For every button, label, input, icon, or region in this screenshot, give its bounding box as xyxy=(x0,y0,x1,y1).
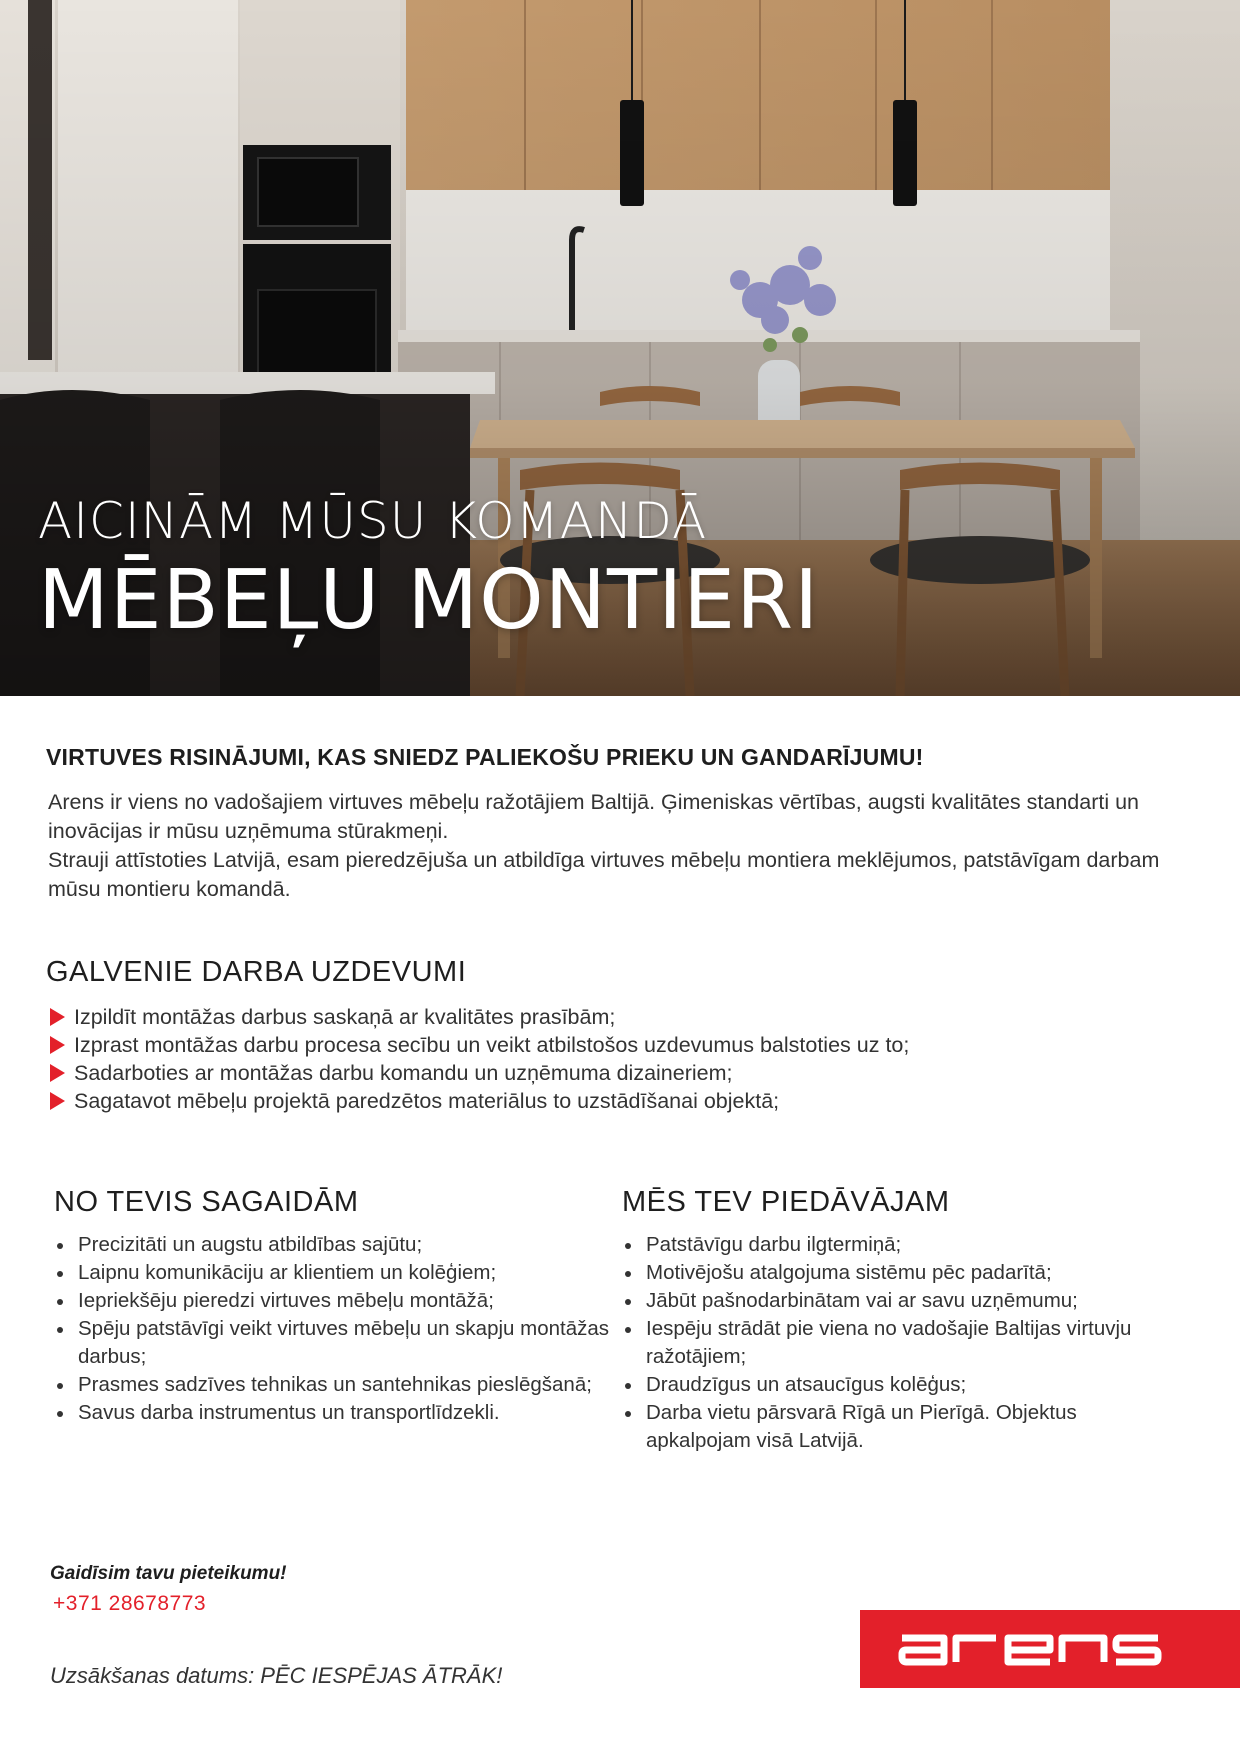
intro-paragraph-1: Arens ir viens no vadošajiem virtuves mēbeļu ražotājiem Baltijā. Ģimeniskas vērtības, augsti kvalitātes standarti un inovācijas ir mūsu uzņēmuma stūrakmeņi. xyxy=(48,790,1140,843)
red-triangle-bullet-icon xyxy=(50,1036,65,1054)
expectations-list xyxy=(54,1231,614,1427)
hero-title: MĒBEĻU MONTIERI xyxy=(38,553,820,648)
red-triangle-bullet-icon xyxy=(50,1092,65,1110)
task-text: Izprast montāžas darbu procesa secību un veikt atbilstošos uzdevumus balstoties uz to; xyxy=(74,1033,910,1057)
task-text: Sadarboties ar montāžas darbu komandu un uzņēmuma dizaineriem; xyxy=(74,1061,733,1085)
task-item xyxy=(46,1031,909,1059)
tasks-list xyxy=(46,1003,909,1115)
task-item xyxy=(46,1003,909,1031)
hero-kicker: AICINĀM MŪSU KOMANDĀ xyxy=(38,492,708,550)
offer-item: Darba vietu pārsvarā Rīgā un Pierīgā. Objektus apkalpojam visā Latvijā. xyxy=(622,1399,1182,1455)
expectation-item: Laipnu komunikāciju ar klientiem un kolēģiem; xyxy=(54,1259,614,1287)
offer-item: Jābūt pašnodarbinātam vai ar savu uzņēmumu; xyxy=(622,1287,1182,1315)
offer-item: Draudzīgus un atsaucīgus kolēģus; xyxy=(622,1371,1182,1399)
expectation-item: Precizitāti un augstu atbildības sajūtu; xyxy=(54,1231,614,1259)
expectation-item: Savus darba instrumentus un transportlīdzekli. xyxy=(54,1399,614,1427)
expectations-section xyxy=(54,1186,614,1427)
task-text: Izpildīt montāžas darbus saskaņā ar kvalitātes prasībām; xyxy=(74,1005,616,1029)
intro-heading: VIRTUVES RISINĀJUMI, KAS SNIEDZ PALIEKOŠU PRIEKU UN GANDARĪJUMU! xyxy=(46,744,924,770)
offer-list xyxy=(622,1231,1182,1455)
task-item xyxy=(46,1087,909,1115)
tasks-section xyxy=(46,956,909,1115)
start-date: Uzsākšanas datums: PĒC IESPĒJAS ĀTRĀK! xyxy=(50,1663,503,1688)
offer-item: Patstāvīgu darbu ilgtermiņā; xyxy=(622,1231,1182,1259)
offer-title: MĒS TEV PIEDĀVĀJAM xyxy=(622,1186,950,1218)
expectations-title: NO TEVIS SAGAIDĀM xyxy=(54,1186,359,1218)
red-triangle-bullet-icon xyxy=(50,1064,65,1082)
offer-item: Motivējošu atalgojuma sistēmu pēc padarītā; xyxy=(622,1259,1182,1287)
application-call-to-action: Gaidīsim tavu pieteikumu! xyxy=(50,1563,287,1584)
hero-banner xyxy=(0,0,1240,696)
hero-text-block xyxy=(38,492,820,648)
intro-body xyxy=(48,788,1198,904)
offer-section xyxy=(622,1186,1182,1455)
phone-number-link[interactable]: +371 28678773 xyxy=(53,1592,207,1615)
arens-logo-wordmark-icon xyxy=(860,1610,1240,1688)
red-triangle-bullet-icon xyxy=(50,1008,65,1026)
task-text: Sagatavot mēbeļu projektā paredzētos materiālus to uzstādīšanai objektā; xyxy=(74,1089,780,1113)
tasks-title: GALVENIE DARBA UZDEVUMI xyxy=(46,956,467,988)
expectation-item: Spēju patstāvīgi veikt virtuves mēbeļu un skapju montāžas darbus; xyxy=(54,1315,614,1371)
offer-item: Iespēju strādāt pie viena no vadošajie Baltijas virtuvju ražotājiem; xyxy=(622,1315,1182,1371)
task-item xyxy=(46,1059,909,1087)
intro-paragraph-2: Strauji attīstoties Latvijā, esam pieredzējuša un atbildīga virtuves mēbeļu montiera meklējumos, patstāvīgam darbam mūsu montieru komandā. xyxy=(48,848,1160,901)
expectation-item: Iepriekšēju pieredzi virtuves mēbeļu montāžā; xyxy=(54,1287,614,1315)
expectation-item: Prasmes sadzīves tehnikas un santehnikas pieslēgšanā; xyxy=(54,1371,614,1399)
arens-logo xyxy=(860,1610,1240,1688)
